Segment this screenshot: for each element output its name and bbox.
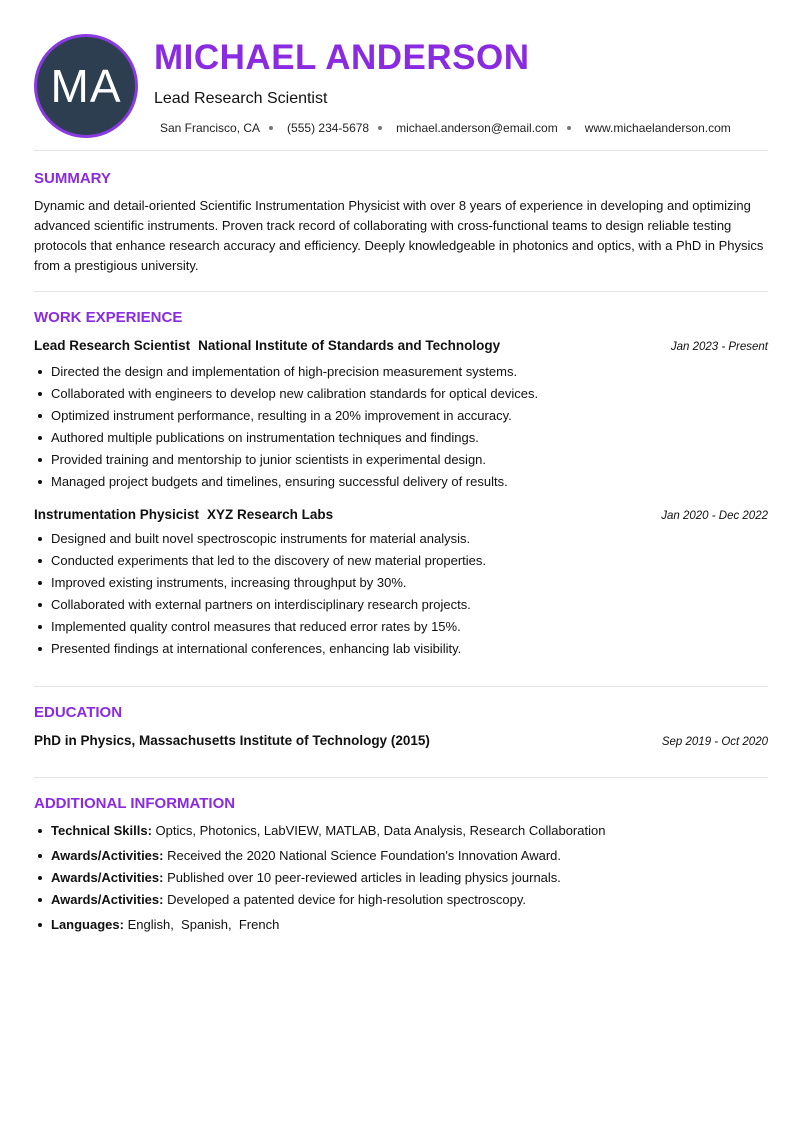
job-heading bbox=[34, 507, 333, 522]
contact-list bbox=[160, 121, 731, 135]
item-text: English, Spanish, French bbox=[123, 917, 280, 932]
list-item: Managed project budgets and timelines, ensuring successful delivery of results. bbox=[34, 471, 538, 493]
list-item: Implemented quality control measures that reduced error rates by 15%. bbox=[34, 616, 486, 638]
job-bullets bbox=[34, 528, 486, 660]
separator-dot-icon bbox=[269, 126, 273, 130]
section-title-experience: WORK EXPERIENCE bbox=[34, 309, 183, 326]
location-text: San Francisco, CA bbox=[160, 121, 261, 135]
section-title-summary: SUMMARY bbox=[34, 170, 111, 187]
job-bullets bbox=[34, 361, 538, 493]
list-item: Directed the design and implementation of high-precision measurement systems. bbox=[34, 361, 538, 383]
job-role: Instrumentation Physicist bbox=[34, 507, 200, 522]
list-item: Conducted experiments that led to the discovery of new material properties. bbox=[34, 550, 486, 572]
list-item: Improved existing instruments, increasing throughput by 30%. bbox=[34, 572, 486, 594]
list-item: Authored multiple publications on instrumentation techniques and findings. bbox=[34, 427, 538, 449]
email-text[interactable]: michael.anderson@email.com bbox=[396, 121, 558, 135]
list-item: Collaborated with engineers to develop new calibration standards for optical devices. bbox=[34, 383, 538, 405]
section-title-education: EDUCATION bbox=[34, 704, 123, 721]
avatar: MA bbox=[34, 34, 138, 138]
separator-dot-icon bbox=[378, 126, 382, 130]
item-text: Optics, Photonics, LabVIEW, MATLAB, Data Analysis, Research Collaboration bbox=[151, 823, 606, 838]
divider bbox=[34, 686, 768, 687]
job-role: Lead Research Scientist bbox=[34, 338, 191, 353]
item-label: Technical Skills: bbox=[51, 823, 152, 838]
job-dates: Jan 2023 - Present bbox=[670, 341, 768, 353]
job-organization: XYZ Research Labs bbox=[207, 507, 334, 522]
resume-header bbox=[34, 34, 768, 138]
list-item bbox=[34, 820, 605, 842]
item-label: Awards/Activities: bbox=[51, 870, 164, 885]
divider bbox=[34, 777, 768, 778]
job-dates: Jan 2020 - Dec 2022 bbox=[661, 510, 768, 522]
item-text: Received the 2020 National Science Foundation's Innovation Award. bbox=[163, 848, 562, 863]
list-item bbox=[34, 889, 605, 911]
list-item: Provided training and mentorship to junior scientists in experimental design. bbox=[34, 449, 538, 471]
item-label: Awards/Activities: bbox=[51, 892, 164, 907]
candidate-name: MICHAEL ANDERSON bbox=[154, 38, 530, 77]
list-item bbox=[34, 845, 605, 867]
contact-phone bbox=[287, 121, 396, 135]
list-item: Designed and built novel spectroscopic instruments for material analysis. bbox=[34, 528, 486, 550]
item-text: Developed a patented device for high-resolution spectroscopy. bbox=[163, 892, 527, 907]
section-title-additional: ADDITIONAL INFORMATION bbox=[34, 795, 236, 812]
phone-text: (555) 234-5678 bbox=[287, 121, 370, 135]
website-text[interactable]: www.michaelanderson.com bbox=[584, 121, 731, 135]
divider bbox=[34, 150, 768, 151]
education-degree: PhD in Physics, Massachusetts Institute of Technology (2015) bbox=[34, 733, 430, 748]
list-item: Collaborated with external partners on interdisciplinary research projects. bbox=[34, 594, 486, 616]
additional-info-list bbox=[34, 820, 605, 936]
list-item bbox=[34, 914, 605, 936]
job-heading bbox=[34, 338, 500, 353]
item-text: Published over 10 peer-reviewed articles in leading physics journals. bbox=[163, 870, 561, 885]
list-item: Optimized instrument performance, resulting in a 20% improvement in accuracy. bbox=[34, 405, 538, 427]
job-organization: National Institute of Standards and Technology bbox=[198, 338, 501, 353]
divider bbox=[34, 291, 768, 292]
summary-text: Dynamic and detail-oriented Scientific Instrumentation Physicist with over 8 years of experience in developing and optimizing advanced scientific instruments. Proven track record of collaborating with cross-functional teams to design reliable testing protocols that enhance research accuracy and efficiency. Deeply knowledgeable in photonics and optics, with a PhD in Physics from a prestigious university. bbox=[34, 198, 764, 273]
contact-location bbox=[160, 121, 287, 135]
education-dates: Sep 2019 - Oct 2020 bbox=[661, 736, 768, 748]
item-label: Languages: bbox=[51, 917, 124, 932]
list-item bbox=[34, 867, 605, 889]
contact-website bbox=[585, 121, 731, 135]
item-label: Awards/Activities: bbox=[51, 848, 164, 863]
contact-email bbox=[396, 121, 585, 135]
candidate-role: Lead Research Scientist bbox=[154, 90, 328, 107]
separator-dot-icon bbox=[567, 126, 571, 130]
list-item: Presented findings at international conferences, enhancing lab visibility. bbox=[34, 638, 486, 660]
